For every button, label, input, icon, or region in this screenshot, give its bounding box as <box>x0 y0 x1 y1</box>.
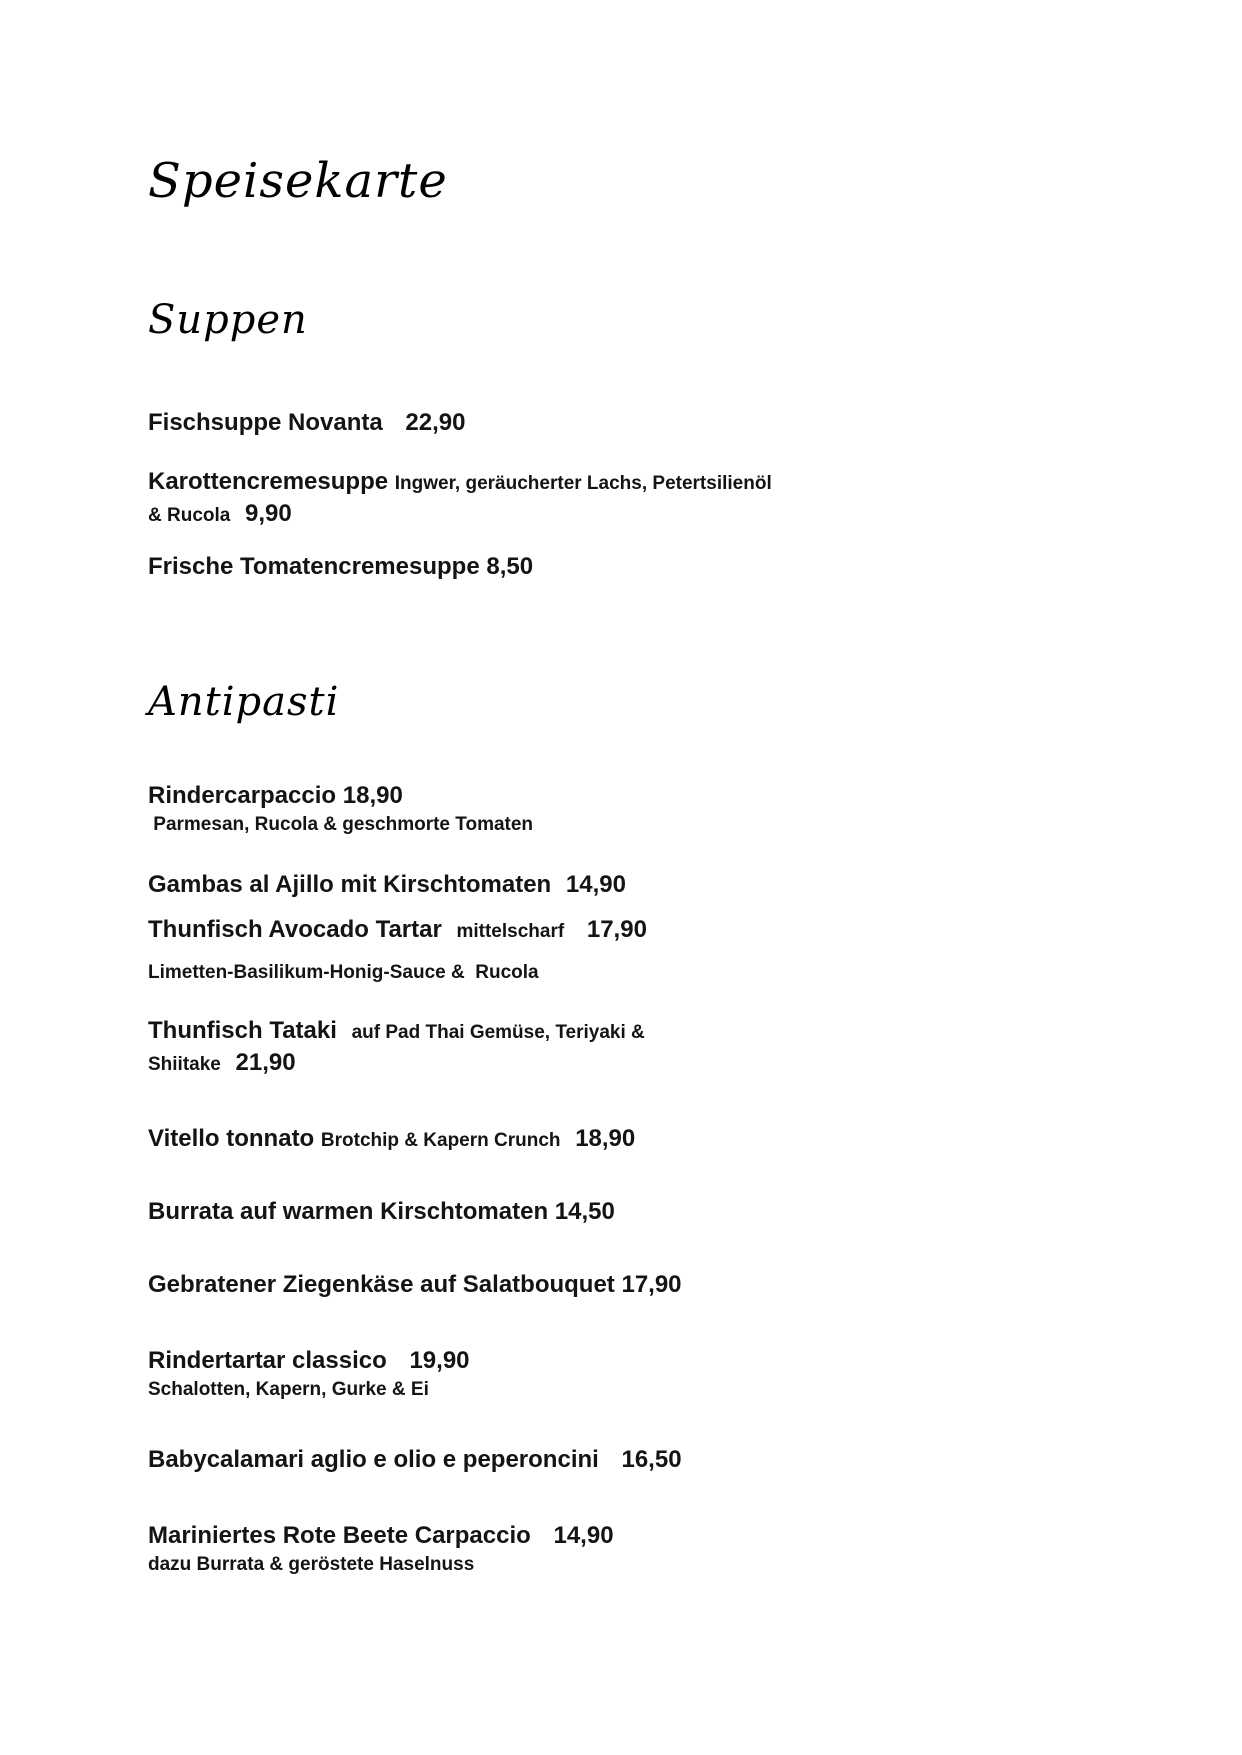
item-name: Gambas al Ajillo mit Kirschtomaten <box>148 871 552 898</box>
item-description-wrap: Shiitake <box>148 1054 221 1075</box>
item-price: 17,90 <box>586 916 647 943</box>
item-name: Burrata auf warmen Kirschtomaten <box>148 1198 549 1225</box>
menu-item-rindertartar-classico <box>148 1346 1152 1403</box>
item-name: Mariniertes Rote Beete Carpaccio <box>148 1522 531 1549</box>
item-description: dazu Burrata & geröstete Haselnuss <box>148 1554 475 1575</box>
section-heading-suppen: Suppen <box>148 297 308 343</box>
page-title: Speisekarte <box>148 153 448 209</box>
item-price: 16,50 <box>621 1446 682 1473</box>
item-description: Parmesan, Rucola & geschmorte Tomaten <box>148 814 534 835</box>
menu-item-thunfisch-tataki <box>148 1016 1152 1080</box>
menu-item-rindercarpaccio <box>148 781 1152 838</box>
item-price: 14,90 <box>553 1522 614 1549</box>
menu-item-babycalamari <box>148 1445 1152 1475</box>
item-name: Rindertartar classico <box>148 1347 387 1374</box>
item-description: auf Pad Thai Gemüse, Teriyaki & <box>351 1022 645 1043</box>
item-price: 8,50 <box>486 553 534 580</box>
item-description-wrap: & Rucola <box>148 505 231 526</box>
item-name: Vitello tonnato <box>148 1125 315 1152</box>
item-name: Gebratener Ziegenkäse auf Salatbouquet <box>148 1271 615 1298</box>
item-description: Brotchip & Kapern Crunch <box>320 1130 561 1151</box>
item-price: 18,90 <box>342 782 403 809</box>
menu-item-karottencremesuppe <box>148 467 1152 531</box>
menu-item-rote-beete-carpaccio <box>148 1521 1152 1578</box>
menu-item-fischsuppe-novanta <box>148 408 1152 438</box>
item-name: Thunfisch Avocado Tartar <box>148 916 442 943</box>
menu-item-frische-tomatencremesuppe <box>148 552 1152 582</box>
section-suppen <box>148 294 1152 582</box>
menu-item-gambas-al-ajillo <box>148 870 1152 900</box>
menu-item-burrata <box>148 1197 1152 1227</box>
item-price: 17,90 <box>621 1271 682 1298</box>
item-name: Babycalamari aglio e olio e peperoncini <box>148 1446 599 1473</box>
menu-item-ziegenkaese <box>148 1270 1152 1300</box>
item-description: Ingwer, geräucherter Lachs, Petertsilienöl <box>394 473 772 494</box>
item-price: 18,90 <box>575 1125 636 1152</box>
item-name: Rindercarpaccio <box>148 782 337 809</box>
item-description: Schalotten, Kapern, Gurke & Ei <box>148 1379 429 1400</box>
menu-item-vitello-tonnato <box>148 1124 1152 1156</box>
item-name: Karottencremesuppe <box>148 468 389 495</box>
item-price: 22,90 <box>405 409 466 436</box>
item-description: mittelscharf <box>456 921 565 942</box>
section-antipasti <box>148 676 1152 1578</box>
item-price: 14,90 <box>565 871 626 898</box>
item-price: 21,90 <box>235 1049 296 1076</box>
item-price: 9,90 <box>245 500 292 527</box>
item-name: Frische Tomatencremesuppe <box>148 553 480 580</box>
section-heading-antipasti: Antipasti <box>148 679 340 725</box>
item-name: Thunfisch Tataki <box>148 1017 337 1044</box>
item-price: 19,90 <box>409 1347 470 1374</box>
menu-item-thunfisch-avocado-tartar <box>148 915 1152 986</box>
item-price: 14,50 <box>554 1198 615 1225</box>
item-name: Fischsuppe Novanta <box>148 409 383 436</box>
item-description-below: Limetten-Basilikum-Honig-Sauce & Rucola <box>148 962 539 983</box>
